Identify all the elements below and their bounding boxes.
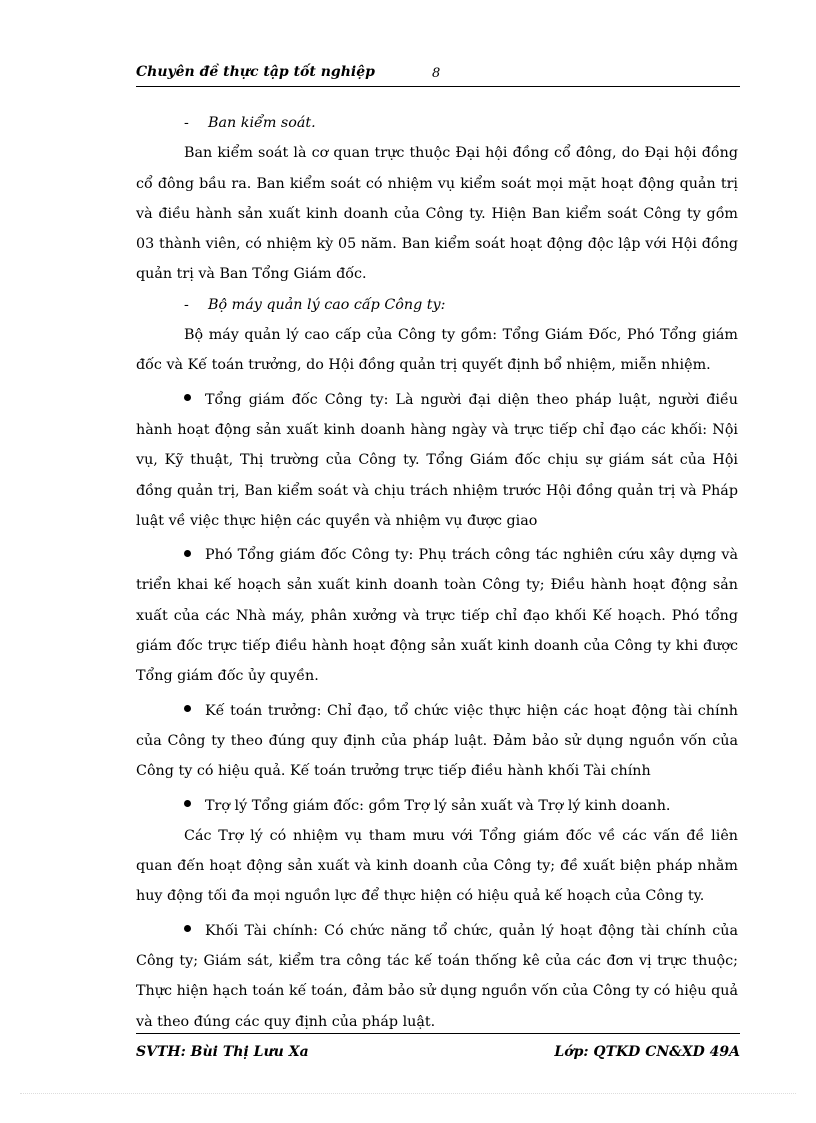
footer-class: Lớp: QTKD CN&XD 49A [554, 1044, 740, 1060]
page-number: 8 [432, 66, 441, 81]
bullet-dot-icon [184, 394, 191, 401]
paragraph: Các Trợ lý có nhiệm vụ tham mưu với Tổng giám đốc về các vấn đề liên quan đến hoạt động sản xuất và kinh doanh của Công ty; đề xuất biện pháp nhằm huy động tối đa mọi nguồn lực để thực hiện có hiệu quả kế hoạch của Công ty. [136, 827, 738, 905]
bullet-item: Phó Tổng giám đốc Công ty: Phụ trách công tác nghiên cứu xây dựng và triển khai kế hoạch sản xuất kinh doanh toàn Công ty; Điều hành hoạt động sản xuất của các Nhà máy, phân xưởng và trực tiếp chỉ đạo khối Kế hoạch. Phó tổng giám đốc trực tiếp điều hành hoạt động sản xuất kinh doanh của Công ty khi được Tổng giám đốc ủy quyền. [136, 547, 738, 685]
bullet-item: Kế toán trưởng: Chỉ đạo, tổ chức việc thực hiện các hoạt động tài chính của Công ty theo đúng quy định của pháp luật. Đảm bảo sử dụng nguồn vốn của Công ty có hiệu quả. Kế toán trưởng trực tiếp điều hành khối Tài chính [136, 702, 738, 780]
page-edge-divider [20, 1093, 796, 1094]
bullet-dot-icon [184, 800, 191, 807]
section-heading: - Bộ máy quản lý cao cấp Công ty: [136, 290, 738, 320]
bullet-dot-icon [184, 705, 191, 712]
bullet-dot-icon [184, 550, 191, 557]
bullet-item: Khối Tài chính: Có chức năng tổ chức, quản lý hoạt động tài chính của Công ty; Giám sát, kiểm tra công tác kế toán thống kê của các đơn vị trực thuộc; Thực hiện hạch toán kế toán, đảm bảo sử dụng nguồn vốn của Công ty có hiệu quả và theo đúng các quy định của pháp luật. [136, 922, 738, 1030]
bullet-dot-icon [184, 925, 191, 932]
page-header [136, 62, 740, 86]
section-heading: - Ban kiểm soát. [136, 108, 738, 138]
header-rule [136, 86, 740, 87]
dash-marker: - [184, 115, 189, 131]
footer-rule [136, 1033, 740, 1034]
dash-marker: - [184, 296, 189, 313]
footer-student: SVTH: Bùi Thị Lưu Xa [136, 1044, 309, 1060]
header-title: Chuyên đề thực tập tốt nghiệp [136, 64, 375, 80]
paragraph: Bộ máy quản lý cao cấp của Công ty gồm: Tổng Giám Đốc, Phó Tổng giám đốc và Kế toán trưởng, do Hội đồng quản trị quyết định bổ nhiệm, miễn nhiệm. [136, 327, 738, 374]
page-body [136, 108, 738, 1037]
bullet-item: Trợ lý Tổng giám đốc: gồm Trợ lý sản xuất và Trợ lý kinh doanh. [136, 791, 738, 821]
page-footer [136, 1044, 740, 1068]
bullet-item: Tổng giám đốc Công ty: Là người đại diện theo pháp luật, người điều hành hoạt động sản xuất kinh doanh hàng ngày và trực tiếp chỉ đạo các khối: Nội vụ, Kỹ thuật, Thị trường của Công ty. Tổng Giám đốc chịu sự giám sát của Hội đồng quản trị, Ban kiểm soát và chịu trách nhiệm trước Hội đồng quản trị và Pháp luật về việc thực hiện các quyền và nhiệm vụ được giao [136, 391, 738, 529]
paragraph: Ban kiểm soát là cơ quan trực thuộc Đại hội đồng cổ đông, do Đại hội đồng cổ đông bầu ra. Ban kiểm soát có nhiệm vụ kiểm soát mọi mặt hoạt động quản trị và điều hành sản xuất kinh doanh của Công ty. Hiện Ban kiểm soát Công ty gồm 03 thành viên, có nhiệm kỳ 05 năm. Ban kiểm soát hoạt động độc lập với Hội đồng quản trị và Ban Tổng Giám đốc. [136, 145, 738, 283]
